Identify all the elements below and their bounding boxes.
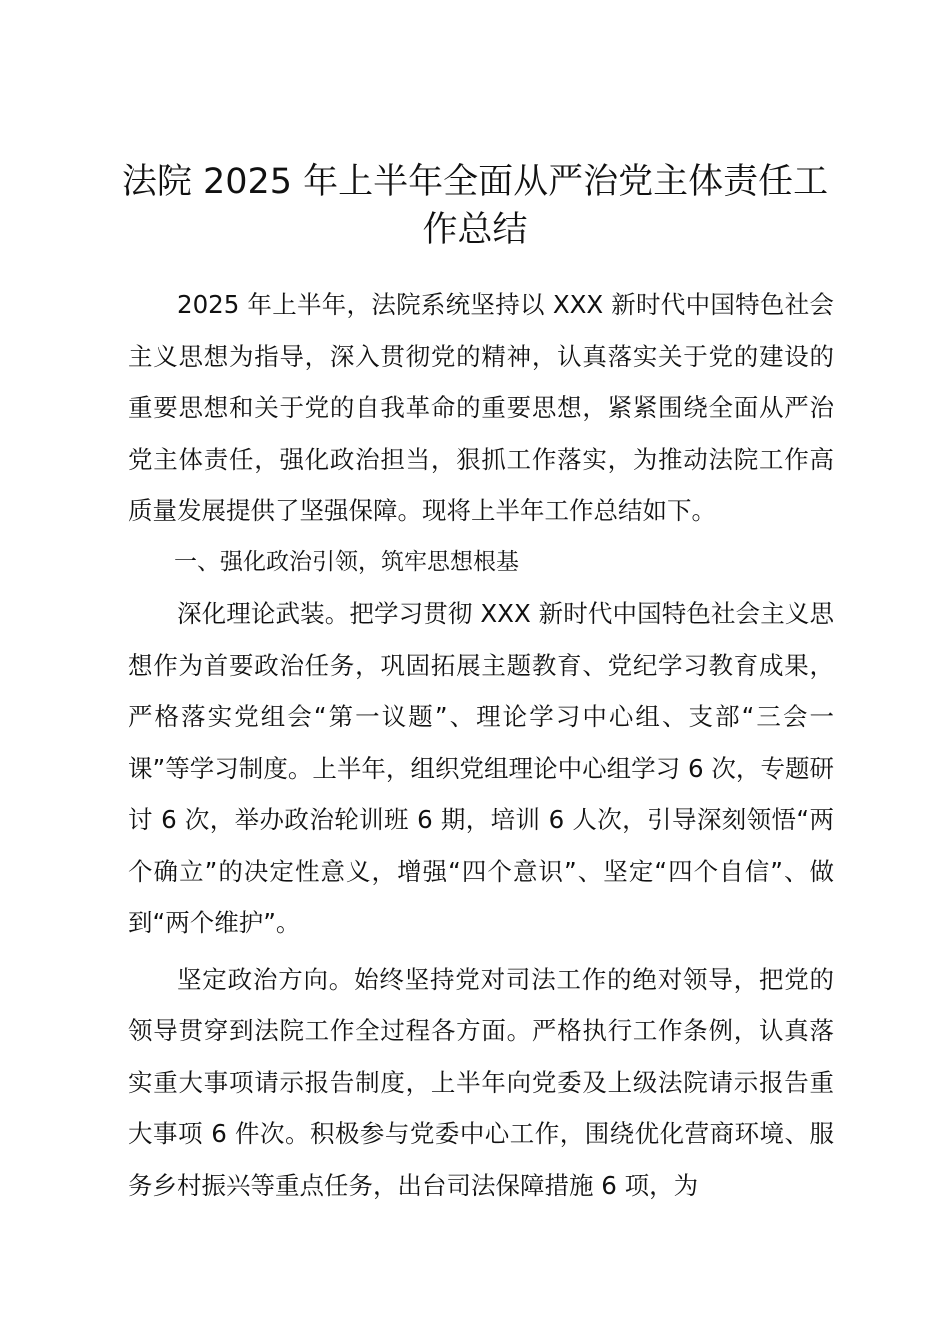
- document-body: [128, 279, 834, 1211]
- paragraph-theory-study: 深化理论武装。把学习贯彻 XXX 新时代中国特色社会主义思想作为首要政治任务，巩固拓展主题教育、党纪学习教育成果，严格落实党组会“第一议题”、理论学习中心组、支部“三会一课”等学习制度。上半年，组织党组理论中心组学习 6 次，专题研讨 6 次，举办政治轮训班 6 期，培训 6 人次，引导深刻领悟“两个确立”的决定性意义，增强“四个意识”、坚定“四个自信”、做到“两个维护”。: [128, 599, 834, 937]
- section-heading-1: 一、强化政治引领，筑牢思想根基: [174, 548, 519, 575]
- document-title: 法院 2025 年上半年全面从严治党主体责任工作总结: [121, 162, 829, 250]
- paragraph-political-direction: 坚定政治方向。始终坚持党对司法工作的绝对领导，把党的领导贯穿到法院工作全过程各方面。严格执行工作条例，认真落实重大事项请示报告制度，上半年向党委及上级法院请示报告重大事项 6 件次。积极参与党委中心工作，围绕优化营商环境、服务乡村振兴等重点任务，出台司法保障措施 6 项，为: [128, 964, 834, 1200]
- paragraph-intro: 2025 年上半年，法院系统坚持以 XXX 新时代中国特色社会主义思想为指导，深入贯彻党的精神，认真落实关于党的建设的重要思想和关于党的自我革命的重要思想，紧紧围绕全面从严治党主体责任，强化政治担当，狠抓工作落实，为推动法院工作高质量发展提供了坚强保障。现将上半年工作总结如下。: [128, 290, 834, 525]
